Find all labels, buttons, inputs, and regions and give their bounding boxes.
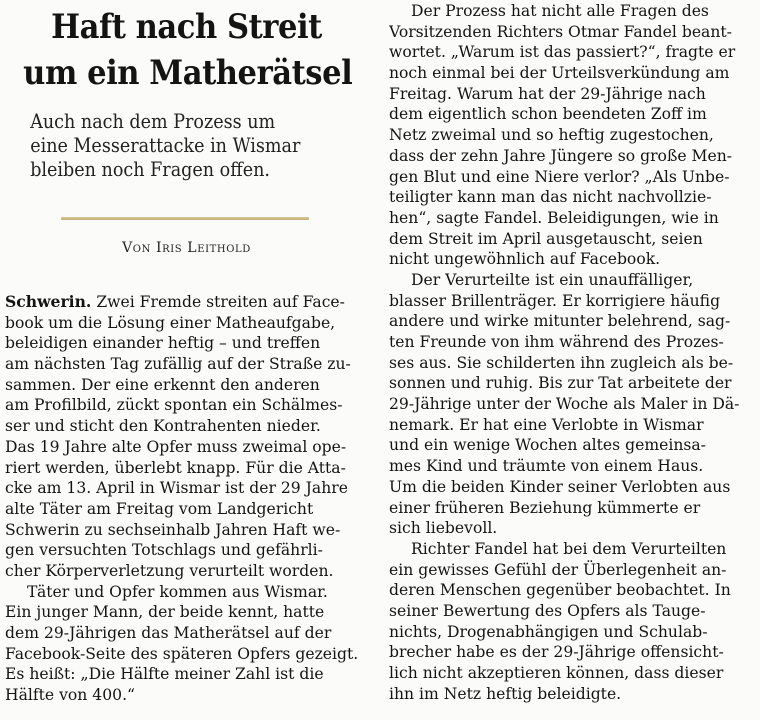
body-line: Freitag. Warum hat der 29-Jährige nach [389, 84, 706, 103]
body-line: Richter Fandel hat bei dem Verurteilten [411, 539, 727, 558]
body-line: am nächsten Tag zufällig auf der Straße zu- [5, 355, 351, 374]
byline: Von Iris Leithold [122, 240, 251, 256]
body-line: Das 19 Jahre alte Opfer muss zweimal ope- [5, 437, 347, 456]
body-line: nichts, Drogenabhängigen und Schulab- [389, 622, 708, 641]
body-line: cke am 13. April in Wismar ist der 29 Jahre [5, 479, 348, 498]
body-line: einer früheren Beziehung kümmerte er [389, 498, 701, 517]
headline-line-1: Haft nach Streit [51, 7, 322, 47]
body-line: alte Täter am Freitag vom Landgericht [5, 499, 314, 518]
body-line: Facebook-Seite des späteren Opfers gezeigt. [5, 644, 359, 663]
body-line: Täter und Opfer kommen aus Wismar. [27, 582, 328, 601]
body-line: hen“, sagte Fandel. Beleidigungen, wie in [389, 208, 719, 227]
body-line: Netz zweimal und so heftig zugestochen, [389, 126, 714, 145]
subheadline-line: bleiben noch Fragen offen. [30, 158, 270, 181]
body-line: andere und wirke mitunter belehrend, sag- [389, 312, 731, 331]
subheadline-line: Auch nach dem Prozess um [30, 110, 276, 133]
body-line: lich nicht akzeptieren können, dass dieser [389, 664, 724, 682]
body-line: wortet. „Warum ist das passiert?“, fragte er [389, 43, 736, 62]
body-line: am Profilbild, zückt spontan ein Schälmes- [5, 396, 343, 415]
body-line: und ein wenige Wochen altes gemeinsa- [389, 436, 706, 455]
body-line: teiligter kann man das nicht nachvollzie- [389, 188, 712, 207]
body-line: dem 29-Jährigen das Matherätsel auf der [5, 624, 332, 642]
subheadline [5, 110, 336, 182]
body-line: Ein junger Mann, der beide kennt, hatte [5, 603, 325, 622]
headline [23, 0, 353, 96]
body-line: Schwerin zu sechseinhalb Jahren Haft we- [5, 520, 341, 539]
body-line: ses aus. Sie schilderten ihn zugleich als be- [389, 353, 734, 372]
left-body-text [5, 292, 368, 706]
body-line: Der Prozess hat nicht alle Fragen des [411, 2, 709, 20]
body-line: Es heißt: „Die Hälfte meiner Zahl ist die [5, 665, 324, 684]
body-line: cher Körperverletzung verurteilt worden. [5, 561, 334, 580]
body-line: ser und sticht den Kontrahenten nieder. [5, 417, 321, 436]
left-column [5, 0, 368, 705]
body-line: ten Freunde von ihm während des Prozes- [389, 333, 724, 351]
subheadline-line: eine Messerattacke in Wismar [30, 134, 301, 157]
divider-rule [61, 217, 309, 220]
body-line: beleidigen einander heftig – und treffen [5, 334, 321, 353]
body-line: nemark. Er hat eine Verlobte in Wismar [389, 415, 704, 434]
body-line: noch einmal bei der Urteilsverkündung am [389, 64, 730, 83]
body-line: dass der zehn Jahre Jüngere so große Men- [389, 146, 733, 165]
body-line: riert werden, überlebt knapp. Für die Atta- [5, 458, 346, 477]
body-line: mes Kind und träumte von einem Haus. [389, 457, 704, 476]
body-line: nicht ungewöhnlich auf Facebook. [389, 250, 661, 269]
body-line: gen Blut und eine Niere verlor? „Als Unbe- [389, 167, 730, 186]
body-line: Schwerin. Zwei Fremde streiten auf Face- [5, 292, 345, 311]
body-line: dem eigentlich schon beendeten Zoff im [389, 105, 707, 124]
body-line: 29-Jährige unter der Woche als Maler in Dä- [389, 395, 740, 414]
body-line: dem Streit im April ausgetauscht, seien [389, 229, 703, 248]
body-line: sich liebevoll. [389, 519, 498, 538]
body-line: deren Menschen gegenüber beobachtet. In [389, 581, 731, 600]
body-line: Vorsitzenden Richters Otmar Fandel beant- [389, 22, 732, 41]
body-line: ein gewisses Gefühl der Überlegenheit an- [389, 560, 727, 579]
body-line: gen versuchten Totschlags und gefährli- [5, 541, 323, 560]
headline-line-2: um ein Matherätsel [23, 53, 353, 93]
dateline: Schwerin. [5, 292, 92, 311]
body-line: Um die beiden Kinder seiner Verlobten aus [389, 477, 731, 496]
body-line: brecher habe es der 29-Jährige offensicht- [389, 643, 724, 662]
body-line: book um die Lösung einer Matheaufgabe, [5, 313, 336, 332]
body-line: blasser Brillenträger. Er korrigiere häufig [389, 291, 721, 310]
body-line: Der Verurteilte ist ein unauffälliger, [411, 270, 694, 289]
right-column [389, 1, 755, 704]
body-line: ihn im Netz heftig beleidigte. [389, 684, 622, 703]
body-line: sonnen und ruhig. Bis zur Tat arbeitete der [389, 374, 732, 393]
body-line: seiner Bewertung des Opfers als Tauge- [389, 601, 706, 620]
body-line: sammen. Der eine erkennt den anderen [5, 375, 320, 394]
body-line: Hälfte von 400.“ [5, 686, 135, 705]
